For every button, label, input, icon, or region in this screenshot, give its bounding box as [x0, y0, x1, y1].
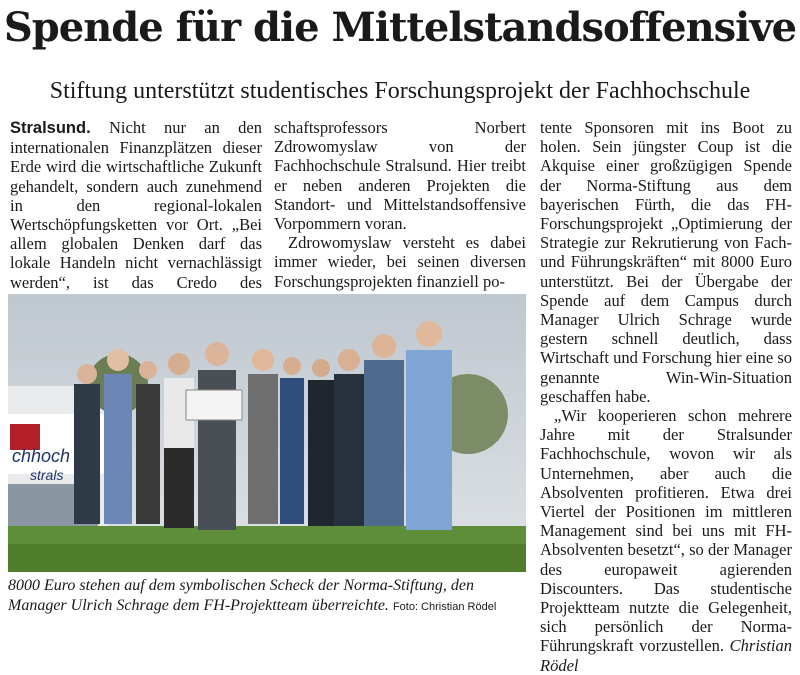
group-photo-illustration — [8, 294, 526, 572]
article-column-1 — [10, 118, 262, 311]
caption-text: 8000 Euro stehen auf dem symbolischen Scheck der Norma-Stiftung, den Manager Ulrich Schrage dem FH-Projektteam überreichte. — [8, 577, 474, 614]
column-3-paragraph-2 — [540, 406, 792, 675]
dateline: Stralsund. — [10, 119, 91, 137]
column-3-text: „Wir kooperieren schon mehrere Jahre mit der Stralsunder Fachhochschule, wovon wir als Unternehmen, aber auch die Absolventen profitieren. Etwa drei Viertel der Positionen im mittleren Management sind bei uns mit FH-Absolventen besetzt“, so der Manager des europaweit agierenden Discounters. Das studentische Projektteam nutzte die Gelegenheit, sich persönlich der Norma-Führungskraft vorzustellen. — [540, 406, 792, 656]
sign-text-1: chhoch — [12, 446, 71, 466]
sign-text-2: strals — [30, 467, 64, 483]
article-subheadline: Stiftung unterstützt studentisches Forschungsprojekt der Fachhochschule — [49, 78, 751, 104]
article-headline: Spende für die Mittelstandsoffensive — [3, 4, 797, 51]
column-1-text: Nicht nur an den internationalen Finanzplätzen dieser Erde wird die wirtschaftliche Zukunft gehandelt, sondern auch zunehmend in den regional-lokalen Wertschöpfungsketten vor Ort. „Bei allem globalen Denken darf das lokale Handeln nicht vernachlässigt werden“, ist das Credo des — [10, 118, 262, 292]
article-photo — [8, 294, 526, 572]
photo-credit: Foto: Christian Rödel — [392, 601, 497, 613]
author-byline: Christian Rödel — [540, 636, 792, 675]
article-column-2 — [274, 118, 526, 291]
column-1-paragraph — [10, 118, 262, 311]
column-3-paragraph-1: tente Sponsoren mit ins Boot zu holen. Sein jüngster Coup ist die Akquise einer großzügigen Spende der Norma-Stiftung aus dem bayerischen Fürth, die das FH-Forschungsprojekt „Optimierung der Strategie zur Rekrutierung von Fach- und Führungskräften“ mit 8000 Euro unterstützt. Bei der Übergabe der Spende auf dem Campus durch Manager Ulrich Schrage wurde gestern schnell deutlich, dass Wirtschaft und Forschung hier eine so genannte Win-Win-Situation geschaffen habe. — [540, 118, 792, 406]
photo-caption — [8, 576, 528, 617]
article-column-3 — [540, 118, 792, 675]
column-2-paragraph-2: Zdrowomyslaw versteht es dabei immer wieder, bei seinen diversen Forschungsprojekten finanziell po- — [274, 233, 526, 291]
column-2-paragraph-1: schaftsprofessors Norbert Zdrowomyslaw von der Fachhochschule Stralsund. Hier treibt er neben anderen Projekten die Standort- und Mittelstandsoffensive Vorpommern voran. — [274, 118, 526, 234]
